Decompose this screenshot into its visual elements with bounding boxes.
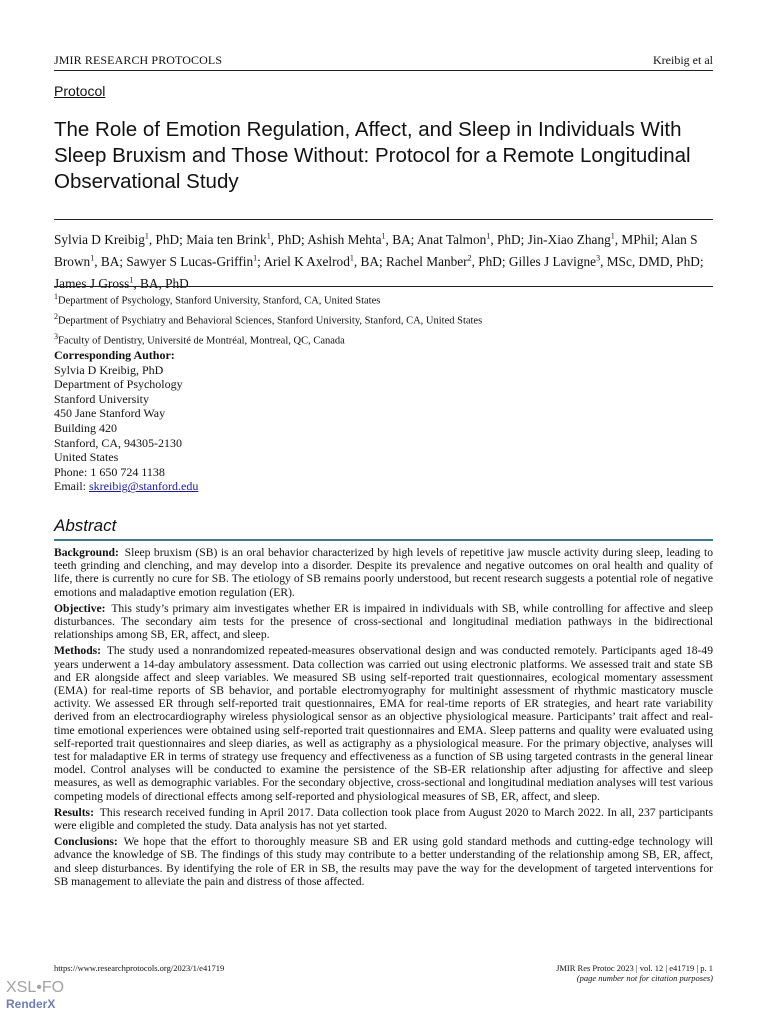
author-degree: , PhD; [490,232,528,248]
abstract-section [54,835,713,888]
authors-divider [54,286,713,287]
author-degree: ; [257,254,264,270]
author-entry [54,232,186,247]
author-name: Anat Talmon [416,232,487,248]
affiliation-item [54,329,714,349]
title-divider [54,219,713,220]
corresponding-author-label: Corresponding Author: [54,348,175,362]
author-affiliation-mark: 1 [610,232,615,241]
abstract-section-text: This research received funding in April 2017. Data collection took place from August 2020 to March 2022. In all, 237 participants were eligible and completed the study. Data analysis has not yet started. [54,805,713,833]
abstract-section-text: We hope that the effort to thoroughly measure SB and ER using gold standard methods and cutting-edge technology will advance the knowledge of SB. The findings of this study may contribute to a better understanding of the relationship among SB, ER, affect, and sleep disturbances. By identifying the role of ER in SB, the results may pave the way for the development of targeted interventions for SB management to alleviate the pain and distress of those affected. [54,835,713,888]
abstract-section-label: Methods: [54,644,102,658]
renderx-logo [6,980,64,1012]
author-name: Rachel Manber [386,254,468,270]
abstract-section [54,644,713,802]
author-degree: , PhD; [471,254,509,270]
author-degree: , PhD; [148,232,187,248]
author-degree: , MPhil; [614,232,661,248]
footer-url[interactable]: https://www.researchprotocols.org/2023/1/e41719 [54,963,225,973]
footer-citation: JMIR Res Protoc 2023 | vol. 12 | e41719 | p. 1 [556,963,713,973]
author-entry [186,232,307,247]
affiliation-mark: 3 [54,331,58,341]
author-entry [126,254,263,269]
affiliation-item [54,309,714,329]
abstract-section-label: Conclusions: [54,835,118,849]
author-degree: , BA; [385,232,417,248]
address-line: Phone: 1 650 724 1138 [54,464,165,479]
paper-title: The Role of Emotion Regulation, Affect, and Sleep in Individuals With Sleep Bruxism and Those Without: Protocol for a Remote Longitudinal Observational Study [54,118,691,193]
abstract-section-text: Sleep bruxism (SB) is an oral behavior characterized by high levels of repetitive jaw muscle activity during sleep, leading to teeth grinding and clenching, and may develop into a disorder. Despite its prevalence and negative outcomes on oral health and quality of life, there is currently no cure for SB. The etiology of SB remains poorly understood, but recent research suggests a potential role of negative emotions and maladaptive emotion regulation (ER). [54,546,713,599]
author-degree: , BA, PhD [133,276,189,292]
author-entry [417,232,528,247]
author-affiliation-mark: 1 [253,253,258,263]
affiliation-mark: 2 [54,311,58,321]
abstract-body [54,546,713,891]
author-affiliation-mark: 1 [349,253,354,263]
author-affiliation-mark: 1 [381,232,386,241]
author-entry [528,232,661,247]
author-degree: , BA; [353,254,386,270]
author-degree: , MSc, DMD, PhD; [600,254,704,270]
address-line: Sylvia D Kreibig, PhD [54,362,164,377]
author-affiliation-mark: 1 [90,253,95,263]
author-name: Ashish Mehta [307,232,382,248]
author-degree: , BA; [94,254,127,270]
footer-citation-block [556,963,713,983]
author-name: Sawyer S Lucas-Griffin [126,254,254,270]
address-line: Department of Psychology [54,377,183,392]
affiliation-mark: 1 [54,292,58,301]
journal-name: JMIR RESEARCH PROTOCOLS [54,53,223,67]
author-degree: , PhD; [270,232,308,248]
abstract-section-label: Background: [54,546,119,559]
header-divider [54,70,713,71]
author-affiliation-mark: 1 [266,232,271,241]
abstract-section-text: This study’s primary aim investigates whether ER is impaired in individuals with SB, while controlling for affective and sleep disturbances. The secondary aim tests for the presence of cross-sectional and longitudinal mediation pathways in the bidirectional relationships among SB, ER, affect, and sleep. [54,601,713,642]
author-name: Ariel K Axelrod [263,254,350,270]
abstract-section-text: The study used a nonrandomized repeated-measures observational design and was conducted remotely. Participants aged 18-49 years underwent a 14-day ambulatory assessment. Data collection was carried out using electronic platforms. We assessed trait and state SB and ER alongside affect and sleep variables. We measured SB using self-reported trait questionnaires, ecological momentary assessment (EMA) for real-time reports of SB behavior, and portable electromyography for multinight assessment of rhythmic masticatory muscle activity. We assessed ER through self-reported trait questionnaires, EMA for real-time reports of ER strategies, and heart rate variability derived from an electrocardiography wireless physiological sensor as an objective physiological measure. Participants’ trait affect and real-time emotional experiences were obtained using self-reported trait questionnaires and EMA. Sleep patterns and quality were evaluated using self-reported trait questionnaires and sleep diaries, as well as actigraphy as a physiological measure. For the primary objective, analyses will test for maladaptive ER in terms of strategy use frequency and effectiveness as a function of SB using targeted contrasts in the general linear model. Control analyses will be conducted to examine the persistence of the SB-ER relationship after adjusting for affective and sleep measures, as well as demographic variables. For the secondary objective, cross-sectional and longitudinal mediation analyses will test various competing models of directional effects among self-reported and physiological measures of SB, ER, affect, and sleep. [54,644,713,803]
abstract-section [54,602,713,642]
logo-line-2: RenderX [6,997,56,1011]
address-line: Stanford University [54,391,149,406]
author-affiliation-mark: 1 [144,232,149,241]
email-line [54,479,198,494]
corresponding-author [54,348,198,494]
section-label: Protocol [54,83,106,99]
abstract-heading: Abstract [54,516,117,535]
abstract-section-label: Objective: [54,601,106,615]
running-author: Kreibig et al [653,53,713,67]
author-affiliation-mark: 1 [129,275,134,285]
affiliation-text: Faculty of Dentistry, Université de Montréal, Montreal, QC, Canada [58,335,345,347]
author-affiliation-mark: 3 [596,253,601,263]
address-line: United States [54,450,119,465]
affiliation-list [54,289,714,348]
author-entry [386,254,509,269]
abstract-divider [54,539,713,541]
address-line: Stanford, CA, 94305-2130 [54,435,182,450]
author-entry [509,254,704,269]
abstract-section-label: Results: [54,805,94,819]
author-name: Jin-Xiao Zhang [527,232,611,248]
author-entry [263,254,386,269]
author-name: Sylvia D Kreibig [54,232,145,248]
author-list [54,228,714,294]
author-affiliation-mark: 2 [467,253,472,263]
email-label: Email: [54,479,89,494]
logo-line-1: XSL•FO [6,979,65,996]
affiliation-item [54,289,714,309]
affiliation-text: Department of Psychology, Stanford University, Stanford, CA, United States [58,295,381,307]
footer-note: (page number not for citation purposes) [576,973,713,983]
author-name: Maia ten Brink [186,232,267,248]
author-affiliation-mark: 1 [486,232,491,241]
address-line: Building 420 [54,420,118,435]
author-name: James J Gross [54,276,130,292]
corresponding-address [54,363,198,480]
author-name: Alan S Brown [54,232,698,270]
abstract-section [54,546,713,599]
address-line: 450 Jane Stanford Way [54,406,166,421]
affiliation-text: Department of Psychiatry and Behavioral Sciences, Stanford University, Stanford, CA, United States [58,315,483,327]
author-name: Gilles J Lavigne [508,254,597,270]
email-link[interactable]: skreibig@stanford.edu [89,479,199,494]
abstract-section [54,806,713,832]
author-entry [307,232,417,247]
